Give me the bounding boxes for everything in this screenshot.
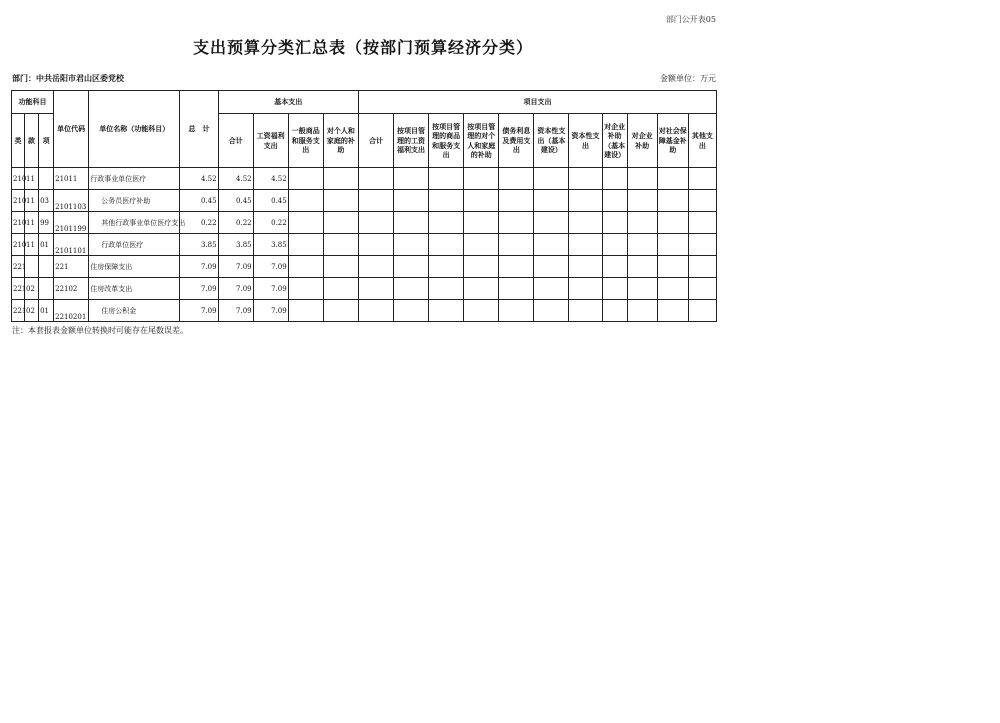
page-title: 支出预算分类汇总表（按部门预算经济分类） bbox=[192, 38, 533, 57]
cell-salary: 4.52 bbox=[253, 168, 288, 190]
cell-empty bbox=[288, 256, 323, 278]
cell-total: 7.09 bbox=[180, 300, 218, 322]
cell-salary: 7.09 bbox=[253, 300, 288, 322]
cell-total: 0.22 bbox=[180, 212, 218, 234]
cell-lei: 210 bbox=[12, 212, 25, 234]
table-row bbox=[12, 168, 717, 190]
cell-empty bbox=[429, 234, 464, 256]
cell-salary: 7.09 bbox=[253, 256, 288, 278]
cell-empty bbox=[499, 168, 534, 190]
cell-empty bbox=[534, 278, 569, 300]
header-function-subject: 功能科目 bbox=[12, 91, 54, 114]
cell-empty bbox=[288, 168, 323, 190]
cell-empty bbox=[358, 300, 393, 322]
cell-basic-total: 7.09 bbox=[218, 278, 253, 300]
cell-name: 行政单位医疗 bbox=[89, 234, 180, 256]
header-total: 总 计 bbox=[180, 91, 218, 168]
cell-empty bbox=[534, 256, 569, 278]
cell-total: 7.09 bbox=[180, 278, 218, 300]
cell-empty bbox=[288, 212, 323, 234]
cell-empty bbox=[657, 256, 688, 278]
cell-empty bbox=[358, 256, 393, 278]
cell-empty bbox=[627, 190, 657, 212]
cell-empty bbox=[394, 234, 429, 256]
cell-empty bbox=[358, 212, 393, 234]
cell-kuan: 02 bbox=[25, 278, 39, 300]
cell-empty bbox=[394, 168, 429, 190]
cell-empty bbox=[464, 212, 499, 234]
cell-empty bbox=[288, 190, 323, 212]
budget-table bbox=[11, 90, 717, 322]
cell-basic-total: 0.22 bbox=[218, 212, 253, 234]
cell-xiang: 03 bbox=[39, 190, 54, 212]
cell-xiang bbox=[39, 278, 54, 300]
cell-empty bbox=[499, 234, 534, 256]
cell-lei: 210 bbox=[12, 190, 25, 212]
cell-empty bbox=[627, 212, 657, 234]
header-project-expenditure: 项目支出 bbox=[358, 91, 716, 114]
cell-name: 住房公积金 bbox=[89, 300, 180, 322]
cell-code: 21011 bbox=[54, 168, 89, 190]
cell-empty bbox=[499, 212, 534, 234]
cell-empty bbox=[358, 234, 393, 256]
cell-code: 22102 bbox=[54, 278, 89, 300]
cell-empty bbox=[464, 168, 499, 190]
cell-empty bbox=[657, 300, 688, 322]
cell-empty bbox=[602, 168, 627, 190]
cell-empty bbox=[394, 300, 429, 322]
cell-code: 221 bbox=[54, 256, 89, 278]
cell-kuan bbox=[25, 256, 39, 278]
cell-empty bbox=[657, 190, 688, 212]
cell-name: 住房改革支出 bbox=[89, 278, 180, 300]
cell-basic-total: 3.85 bbox=[218, 234, 253, 256]
cell-empty bbox=[429, 278, 464, 300]
cell-empty bbox=[688, 190, 716, 212]
cell-total: 4.52 bbox=[180, 168, 218, 190]
cell-empty bbox=[288, 234, 323, 256]
header-basic-salary: 工资福利支出 bbox=[253, 114, 288, 168]
cell-empty bbox=[358, 190, 393, 212]
cell-empty bbox=[288, 300, 323, 322]
header-project-debt-interest: 债务利息及费用支出 bbox=[499, 114, 534, 168]
cell-empty bbox=[627, 168, 657, 190]
header-basic-expenditure: 基本支出 bbox=[218, 91, 358, 114]
cell-empty bbox=[627, 256, 657, 278]
cell-empty bbox=[569, 278, 602, 300]
cell-kuan: 11 bbox=[25, 168, 39, 190]
cell-empty bbox=[499, 190, 534, 212]
cell-empty bbox=[499, 278, 534, 300]
cell-empty bbox=[688, 234, 716, 256]
cell-kuan: 02 bbox=[25, 300, 39, 322]
cell-xiang bbox=[39, 168, 54, 190]
cell-empty bbox=[569, 168, 602, 190]
cell-empty bbox=[688, 300, 716, 322]
cell-basic-total: 4.52 bbox=[218, 168, 253, 190]
header-project-enterprise-construction: 对企业补助（基本建设） bbox=[602, 114, 627, 168]
cell-empty bbox=[358, 168, 393, 190]
cell-empty bbox=[688, 168, 716, 190]
cell-empty bbox=[569, 234, 602, 256]
cell-kuan: 11 bbox=[25, 190, 39, 212]
header-project-other: 其他支出 bbox=[688, 114, 716, 168]
cell-empty bbox=[688, 278, 716, 300]
header-project-salary: 按项目管理的工资福利支出 bbox=[394, 114, 429, 168]
header-kuan: 款 bbox=[25, 114, 39, 168]
cell-salary: 0.22 bbox=[253, 212, 288, 234]
cell-empty bbox=[602, 212, 627, 234]
cell-code: 2101101 bbox=[54, 234, 89, 256]
cell-empty bbox=[394, 278, 429, 300]
cell-empty bbox=[657, 278, 688, 300]
cell-empty bbox=[534, 190, 569, 212]
cell-empty bbox=[429, 190, 464, 212]
cell-lei: 221 bbox=[12, 256, 25, 278]
cell-xiang: 01 bbox=[39, 300, 54, 322]
header-lei: 类 bbox=[12, 114, 25, 168]
header-project-capital-construction: 资本性支出（基本建设） bbox=[534, 114, 569, 168]
cell-empty bbox=[464, 190, 499, 212]
cell-empty bbox=[464, 278, 499, 300]
table-row bbox=[12, 300, 717, 322]
cell-empty bbox=[429, 300, 464, 322]
header-xiang: 项 bbox=[39, 114, 54, 168]
cell-empty bbox=[288, 278, 323, 300]
cell-empty bbox=[569, 256, 602, 278]
table-row bbox=[12, 212, 717, 234]
cell-empty bbox=[688, 212, 716, 234]
table-row bbox=[12, 278, 717, 300]
cell-code: 2101199 bbox=[54, 212, 89, 234]
cell-salary: 0.45 bbox=[253, 190, 288, 212]
cell-basic-total: 7.09 bbox=[218, 300, 253, 322]
cell-xiang: 01 bbox=[39, 234, 54, 256]
cell-empty bbox=[464, 300, 499, 322]
cell-empty bbox=[657, 168, 688, 190]
cell-empty bbox=[569, 212, 602, 234]
cell-empty bbox=[534, 234, 569, 256]
header-basic-household-subsidy: 对个人和家庭的补助 bbox=[323, 114, 358, 168]
cell-kuan: 11 bbox=[25, 212, 39, 234]
cell-empty bbox=[429, 256, 464, 278]
cell-xiang bbox=[39, 256, 54, 278]
cell-lei: 221 bbox=[12, 300, 25, 322]
cell-empty bbox=[323, 300, 358, 322]
header-project-goods-services: 按项目管理的商品和服务支出 bbox=[429, 114, 464, 168]
cell-empty bbox=[323, 168, 358, 190]
table-row bbox=[12, 234, 717, 256]
cell-empty bbox=[627, 278, 657, 300]
cell-empty bbox=[602, 190, 627, 212]
cell-empty bbox=[602, 234, 627, 256]
cell-empty bbox=[323, 190, 358, 212]
cell-empty bbox=[569, 190, 602, 212]
department-label: 部门：中共岳阳市君山区委党校 bbox=[12, 73, 124, 83]
cell-empty bbox=[688, 256, 716, 278]
cell-empty bbox=[323, 278, 358, 300]
cell-empty bbox=[627, 300, 657, 322]
cell-salary: 3.85 bbox=[253, 234, 288, 256]
cell-empty bbox=[534, 300, 569, 322]
cell-empty bbox=[499, 300, 534, 322]
cell-empty bbox=[602, 300, 627, 322]
table-code: 部门公开表05 bbox=[665, 15, 716, 24]
cell-name: 住房保障支出 bbox=[89, 256, 180, 278]
cell-empty bbox=[394, 256, 429, 278]
cell-empty bbox=[499, 256, 534, 278]
header-unit-name: 单位名称（功能科目） bbox=[89, 91, 180, 168]
header-unit-code: 单位代码 bbox=[54, 91, 89, 168]
cell-kuan: 11 bbox=[25, 234, 39, 256]
header-project-enterprise-subsidy: 对企业补助 bbox=[627, 114, 657, 168]
cell-empty bbox=[569, 300, 602, 322]
cell-empty bbox=[323, 234, 358, 256]
cell-empty bbox=[323, 256, 358, 278]
cell-basic-total: 0.45 bbox=[218, 190, 253, 212]
cell-basic-total: 7.09 bbox=[218, 256, 253, 278]
cell-name: 其他行政事业单位医疗支出 bbox=[89, 212, 180, 234]
cell-empty bbox=[602, 278, 627, 300]
cell-lei: 221 bbox=[12, 278, 25, 300]
header-project-household-subsidy: 按项目管理的对个人和家庭的补助 bbox=[464, 114, 499, 168]
cell-empty bbox=[464, 234, 499, 256]
cell-empty bbox=[429, 212, 464, 234]
cell-code: 2210201 bbox=[54, 300, 89, 322]
cell-salary: 7.09 bbox=[253, 278, 288, 300]
table-row bbox=[12, 190, 717, 212]
header-project-social-security: 对社会保障基金补助 bbox=[657, 114, 688, 168]
cell-name: 行政事业单位医疗 bbox=[89, 168, 180, 190]
header-project-total: 合计 bbox=[358, 114, 393, 168]
cell-empty bbox=[394, 212, 429, 234]
cell-lei: 210 bbox=[12, 168, 25, 190]
cell-empty bbox=[534, 212, 569, 234]
cell-total: 3.85 bbox=[180, 234, 218, 256]
cell-xiang: 99 bbox=[39, 212, 54, 234]
cell-lei: 210 bbox=[12, 234, 25, 256]
header-project-capital: 资本性支出 bbox=[569, 114, 602, 168]
cell-total: 7.09 bbox=[180, 256, 218, 278]
amount-unit-label: 金额单位：万元 bbox=[660, 74, 716, 83]
header-basic-goods-services: 一般商品和服务支出 bbox=[288, 114, 323, 168]
cell-empty bbox=[464, 256, 499, 278]
cell-empty bbox=[358, 278, 393, 300]
cell-empty bbox=[323, 212, 358, 234]
cell-code: 2101103 bbox=[54, 190, 89, 212]
cell-total: 0.45 bbox=[180, 190, 218, 212]
table-row bbox=[12, 256, 717, 278]
cell-name: 公务员医疗补助 bbox=[89, 190, 180, 212]
cell-empty bbox=[394, 190, 429, 212]
cell-empty bbox=[429, 168, 464, 190]
cell-empty bbox=[657, 212, 688, 234]
footnote: 注：本套报表金额单位转换时可能存在尾数误差。 bbox=[12, 326, 188, 335]
cell-empty bbox=[627, 234, 657, 256]
cell-empty bbox=[657, 234, 688, 256]
cell-empty bbox=[602, 256, 627, 278]
header-basic-total: 合计 bbox=[218, 114, 253, 168]
cell-empty bbox=[534, 168, 569, 190]
